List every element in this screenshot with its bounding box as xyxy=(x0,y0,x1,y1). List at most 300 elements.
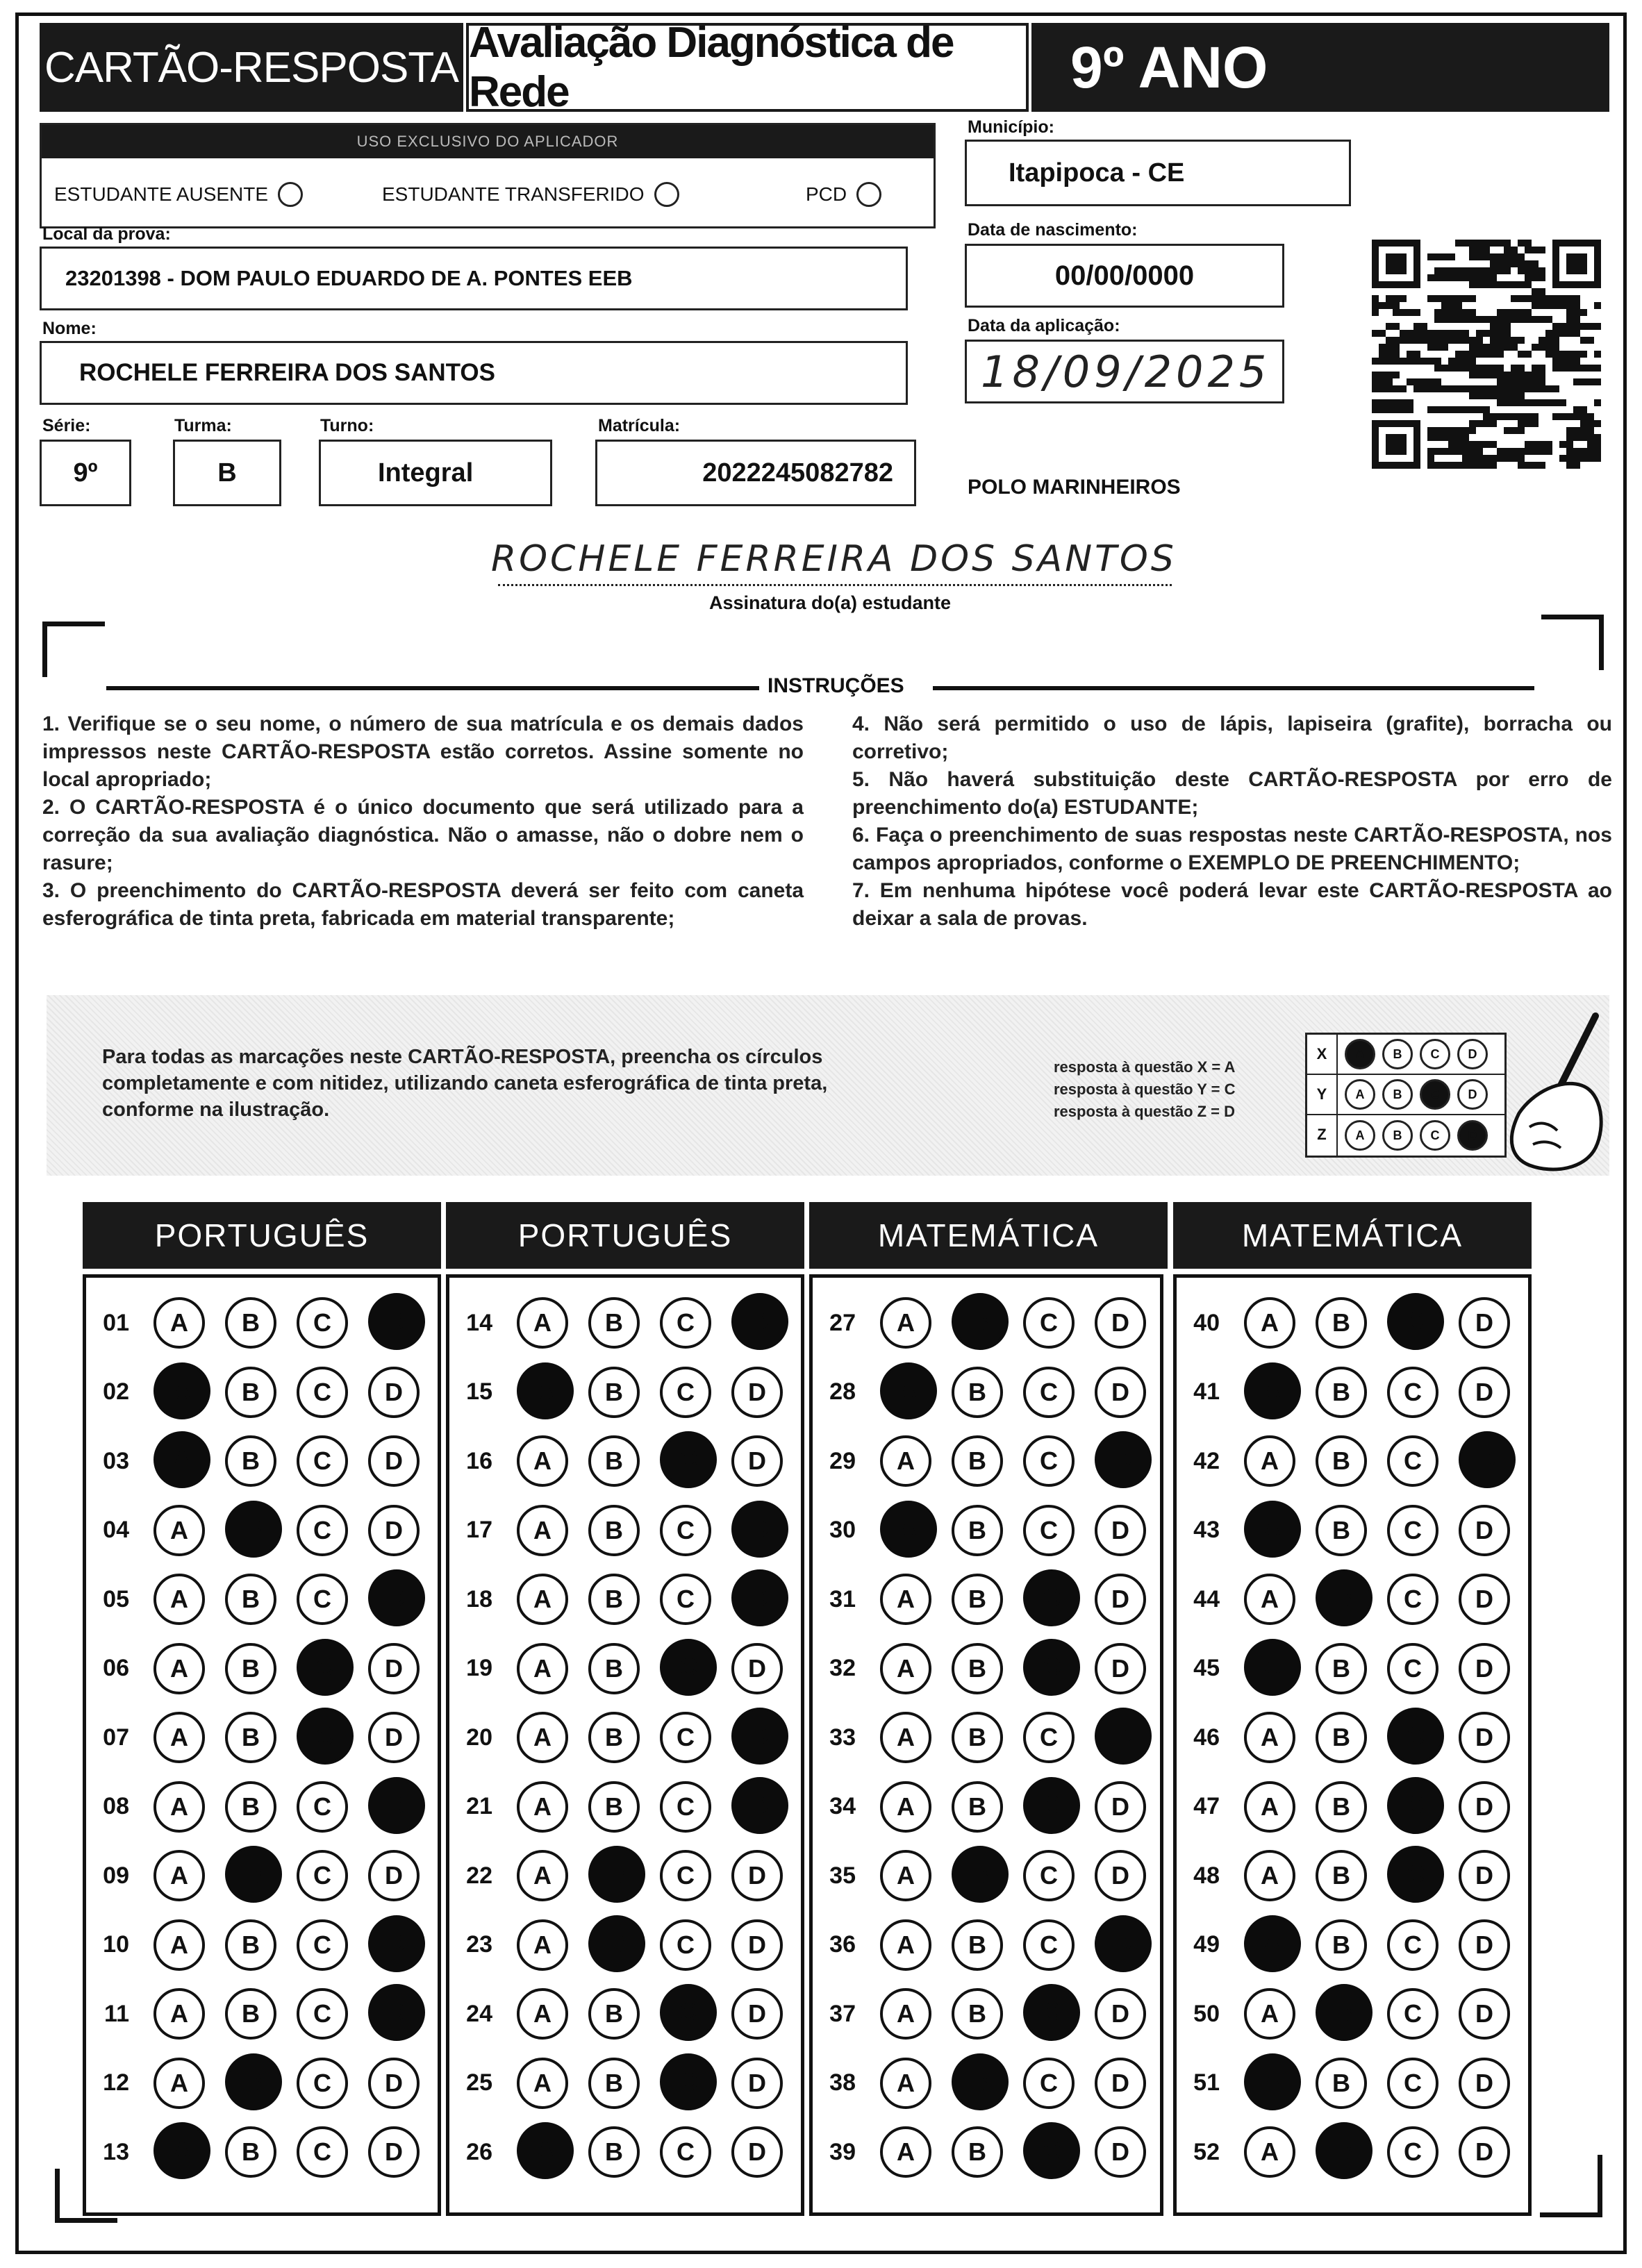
header-subtitle: Avaliação Diagnóstica de Rede xyxy=(466,23,1029,112)
answer-bubble-c[interactable]: C xyxy=(1023,1435,1075,1487)
answer-bubble-d[interactable]: D xyxy=(368,2126,420,2178)
answer-bubble-a-marked[interactable]: A xyxy=(154,1431,210,1488)
question-row xyxy=(449,1914,783,1976)
question-row xyxy=(86,1499,420,1562)
answer-bubble-d[interactable]: D xyxy=(731,1367,783,1418)
question-number: 05 xyxy=(103,1585,129,1612)
question-row xyxy=(449,2052,783,2115)
answer-bubble-d[interactable]: D xyxy=(1095,1643,1146,1694)
answer-bubble-a[interactable]: A xyxy=(517,1781,568,1833)
question-number: 20 xyxy=(466,1724,492,1751)
answer-bubble-d[interactable]: D xyxy=(731,1988,783,2040)
answer-bubble-c[interactable]: C xyxy=(1387,1574,1438,1625)
answer-bubble-a[interactable]: A xyxy=(154,1781,205,1833)
answer-bubble-b[interactable]: B xyxy=(952,1988,1003,2040)
answer-bubble-a[interactable]: A xyxy=(1244,1297,1295,1349)
answer-bubble-d-marked[interactable]: D xyxy=(1095,1431,1152,1488)
answer-bubble-b-marked[interactable]: B xyxy=(588,1846,645,1903)
answer-bubble-c[interactable]: C xyxy=(297,1781,348,1833)
question-row xyxy=(1177,1361,1510,1424)
answer-bubble-a[interactable]: A xyxy=(880,2058,931,2109)
answer-bubble-d[interactable]: D xyxy=(1459,1712,1510,1763)
answer-bubble-a[interactable]: A xyxy=(1244,1712,1295,1763)
answer-bubble-b-marked[interactable]: B xyxy=(225,1846,282,1903)
question-row xyxy=(813,1844,1146,1907)
answer-bubble-d[interactable]: D xyxy=(368,1505,420,1556)
answer-bubble-b[interactable]: B xyxy=(225,1435,276,1487)
nome-label: Nome: xyxy=(42,319,97,338)
fill-example-bubble: C xyxy=(1420,1039,1450,1069)
answer-bubble-d[interactable]: D xyxy=(731,1850,783,1901)
answer-bubble-a[interactable]: A xyxy=(517,1643,568,1694)
answer-bubble-a[interactable]: A xyxy=(880,1643,931,1694)
ausente-option[interactable] xyxy=(54,182,303,207)
answer-bubble-c[interactable]: C xyxy=(1023,1919,1075,1971)
answer-bubble-c[interactable]: C xyxy=(1387,1919,1438,1971)
answer-bubble-a[interactable]: A xyxy=(154,1850,205,1901)
answer-bubble-a[interactable]: A xyxy=(154,1297,205,1349)
answer-bubble-b[interactable]: B xyxy=(1316,1297,1367,1349)
answer-bubble-c[interactable]: C xyxy=(1023,2058,1075,2109)
answer-bubble-a[interactable]: A xyxy=(880,1850,931,1901)
answer-bubble-a-marked[interactable]: A xyxy=(1244,1639,1301,1696)
local-label: Local da prova: xyxy=(42,224,171,244)
answer-bubble-d[interactable]: D xyxy=(1459,1919,1510,1971)
answer-bubble-b[interactable]: B xyxy=(952,1574,1003,1625)
answer-bubble-c[interactable]: C xyxy=(660,1367,711,1418)
answer-bubble-d-marked[interactable]: D xyxy=(1459,1431,1516,1488)
answer-bubble-a[interactable]: A xyxy=(517,1919,568,1971)
question-row xyxy=(86,1983,420,2045)
answer-bubble-b[interactable]: B xyxy=(1316,1643,1367,1694)
signature-label: Assinatura do(a) estudante xyxy=(709,592,952,613)
answer-bubble-d[interactable]: D xyxy=(1095,1781,1146,1833)
answer-bubble-d-marked[interactable]: D xyxy=(731,1708,788,1765)
answer-bubble-d[interactable]: D xyxy=(1459,1367,1510,1418)
answer-bubble-b-marked[interactable]: B xyxy=(588,1915,645,1972)
answer-bubble-d[interactable]: D xyxy=(1095,2126,1146,2178)
answer-bubble-c[interactable]: C xyxy=(297,1988,348,2040)
question-row xyxy=(449,1776,783,1838)
answer-bubble-a[interactable]: A xyxy=(1244,1781,1295,1833)
answer-bubble-c[interactable]: C xyxy=(297,1574,348,1625)
question-number: 15 xyxy=(466,1378,492,1405)
answer-bubble-a[interactable]: A xyxy=(517,1574,568,1625)
fill-example-grid xyxy=(1305,1033,1507,1158)
qr-code xyxy=(1372,240,1601,469)
answer-bubble-c[interactable]: C xyxy=(660,1574,711,1625)
answer-bubble-a-marked[interactable]: A xyxy=(880,1362,937,1419)
answer-bubble-d[interactable]: D xyxy=(1459,2058,1510,2109)
answer-bubble-b[interactable]: B xyxy=(588,2058,640,2109)
answer-bubble-c[interactable]: C xyxy=(297,1505,348,1556)
aplicador-box xyxy=(40,123,936,228)
answer-bubble-b[interactable]: B xyxy=(225,1988,276,2040)
ausente-bubble[interactable] xyxy=(278,182,303,207)
answer-bubble-b[interactable]: B xyxy=(225,2126,276,2178)
answer-bubble-c[interactable]: C xyxy=(1023,1505,1075,1556)
answer-bubble-a[interactable]: A xyxy=(154,1919,205,1971)
question-row xyxy=(449,1706,783,1769)
answer-bubble-a[interactable]: A xyxy=(517,1712,568,1763)
question-row xyxy=(86,2052,420,2115)
answer-bubble-a-marked[interactable]: A xyxy=(154,1362,210,1419)
answer-bubble-b-marked[interactable]: B xyxy=(952,1846,1009,1903)
answer-bubble-b-marked[interactable]: B xyxy=(1316,1984,1373,2041)
answer-bubble-a[interactable]: A xyxy=(517,1505,568,1556)
question-number: 12 xyxy=(103,2069,129,2096)
transferido-option[interactable] xyxy=(382,182,679,207)
answer-bubble-c-marked[interactable]: C xyxy=(1023,1984,1080,2041)
answer-bubble-a[interactable]: A xyxy=(880,1574,931,1625)
answer-bubble-c-marked[interactable]: C xyxy=(660,1431,717,1488)
question-row xyxy=(813,1983,1146,2045)
answer-bubble-b[interactable]: B xyxy=(225,1919,276,1971)
answer-bubble-d-marked[interactable]: D xyxy=(731,1501,788,1558)
answer-bubble-c[interactable]: C xyxy=(660,2126,711,2178)
aplicador-title: USO EXCLUSIVO DO APLICADOR xyxy=(42,125,934,158)
answer-bubble-b[interactable]: B xyxy=(225,1781,276,1833)
answer-bubble-c-marked[interactable]: C xyxy=(1387,1293,1444,1350)
question-row xyxy=(813,1292,1146,1354)
transferido-bubble[interactable] xyxy=(654,182,679,207)
answer-bubble-d-marked[interactable]: D xyxy=(731,1293,788,1350)
instruction-item: 7. Em nenhuma hipótese você poderá levar este CARTÃO-RESPOSTA ao deixar a sala de provas. xyxy=(852,879,1612,930)
answer-bubble-d[interactable]: D xyxy=(1459,2126,1510,2178)
fill-example-bubble: A xyxy=(1345,1079,1375,1110)
answer-bubble-d-marked[interactable]: D xyxy=(368,1915,425,1972)
answer-bubble-b[interactable]: B xyxy=(225,1367,276,1418)
instruction-item: 1. Verifique se o seu nome, o número de sua matrícula e os demais dados impressos neste CARTÃO-RESPOSTA estão corretos. Assine somente no local apropriado; xyxy=(42,712,804,791)
answer-bubble-d[interactable]: D xyxy=(1459,1850,1510,1901)
answer-bubble-b[interactable]: B xyxy=(588,1435,640,1487)
pcd-bubble[interactable] xyxy=(856,182,881,207)
fill-example-answers xyxy=(1054,1056,1235,1123)
answer-bubble-c[interactable]: C xyxy=(660,1850,711,1901)
answer-bubble-c-marked[interactable]: C xyxy=(660,1984,717,2041)
answer-bubble-c[interactable]: C xyxy=(660,1919,711,1971)
question-row xyxy=(1177,1776,1510,1838)
matricula-field: 2022245082782 xyxy=(595,440,916,506)
answer-bubble-a[interactable]: A xyxy=(154,1505,205,1556)
question-row xyxy=(86,1361,420,1424)
answer-bubble-c[interactable]: C xyxy=(1023,1850,1075,1901)
question-number: 27 xyxy=(829,1309,856,1336)
answer-bubble-d-marked[interactable]: D xyxy=(368,1293,425,1350)
answer-bubble-d[interactable]: D xyxy=(1459,1988,1510,2040)
answer-bubble-d[interactable]: D xyxy=(1459,1574,1510,1625)
answer-bubble-b[interactable]: B xyxy=(952,1781,1003,1833)
answer-bubble-c[interactable]: C xyxy=(1387,1643,1438,1694)
answer-bubble-d[interactable]: D xyxy=(1459,1297,1510,1349)
question-row xyxy=(449,1983,783,2045)
answer-bubble-b[interactable]: B xyxy=(588,1988,640,2040)
answer-bubble-b[interactable]: B xyxy=(588,1643,640,1694)
answer-bubble-c[interactable]: C xyxy=(660,1505,711,1556)
answer-bubble-a[interactable]: A xyxy=(1244,1574,1295,1625)
answer-bubble-b[interactable]: B xyxy=(1316,1850,1367,1901)
transferido-label: ESTUDANTE TRANSFERIDO xyxy=(382,183,645,205)
subject-header: MATEMÁTICA xyxy=(809,1202,1168,1269)
answer-column xyxy=(809,1274,1163,2216)
answer-bubble-a[interactable]: A xyxy=(880,1919,931,1971)
answer-bubble-c[interactable]: C xyxy=(1023,1367,1075,1418)
question-row xyxy=(449,1499,783,1562)
question-row xyxy=(1177,1292,1510,1354)
answer-bubble-c-marked[interactable]: C xyxy=(1023,1777,1080,1834)
question-row xyxy=(813,1430,1146,1492)
answer-bubble-b[interactable]: B xyxy=(588,1367,640,1418)
answer-bubble-c-marked[interactable]: C xyxy=(660,1639,717,1696)
fill-example-bubble: D xyxy=(1457,1079,1488,1110)
answer-bubble-b[interactable]: B xyxy=(952,1712,1003,1763)
answer-bubble-b[interactable]: B xyxy=(588,1712,640,1763)
turno-label: Turno: xyxy=(320,416,374,435)
answer-bubble-c[interactable]: C xyxy=(1023,1712,1075,1763)
answer-bubble-b[interactable]: B xyxy=(952,1505,1003,1556)
answer-bubble-c[interactable]: C xyxy=(1387,1988,1438,2040)
question-row xyxy=(813,1776,1146,1838)
answer-bubble-a[interactable]: A xyxy=(517,1850,568,1901)
answer-bubble-d-marked[interactable]: D xyxy=(368,1984,425,2041)
question-row xyxy=(813,1499,1146,1562)
answer-bubble-c[interactable]: C xyxy=(1387,2058,1438,2109)
question-row xyxy=(86,1844,420,1907)
answer-bubble-a[interactable]: A xyxy=(517,1988,568,2040)
answer-bubble-b[interactable]: B xyxy=(588,1781,640,1833)
answer-bubble-a[interactable]: A xyxy=(1244,1988,1295,2040)
answer-bubble-c[interactable]: C xyxy=(297,1919,348,1971)
question-number: 25 xyxy=(466,2069,492,2096)
answer-bubble-a[interactable]: A xyxy=(880,1435,931,1487)
answer-bubble-d[interactable]: D xyxy=(368,2058,420,2109)
question-number: 02 xyxy=(103,1378,129,1405)
answer-bubble-d[interactable]: D xyxy=(1459,1643,1510,1694)
answer-bubble-c[interactable]: C xyxy=(1387,1435,1438,1487)
answer-bubble-d[interactable]: D xyxy=(1095,1505,1146,1556)
answer-bubble-b[interactable]: B xyxy=(588,1297,640,1349)
question-row xyxy=(86,1706,420,1769)
answer-bubble-a[interactable]: A xyxy=(517,1297,568,1349)
aplicacao-label: Data da aplicação: xyxy=(968,316,1120,335)
answer-bubble-b[interactable]: B xyxy=(225,1643,276,1694)
answer-bubble-b[interactable]: B xyxy=(952,1919,1003,1971)
answer-bubble-c-marked[interactable]: C xyxy=(660,2053,717,2110)
fill-example-bubble: D xyxy=(1457,1120,1488,1151)
answer-bubble-d[interactable]: D xyxy=(1095,1988,1146,2040)
question-number: 16 xyxy=(466,1447,492,1474)
answer-bubble-d[interactable]: D xyxy=(1459,1781,1510,1833)
answer-bubble-a-marked[interactable]: A xyxy=(1244,1362,1301,1419)
answer-bubble-a[interactable]: A xyxy=(517,2058,568,2109)
answer-bubble-d[interactable]: D xyxy=(368,1712,420,1763)
answer-bubble-d-marked[interactable]: D xyxy=(731,1569,788,1626)
answer-bubble-d-marked[interactable]: D xyxy=(1095,1915,1152,1972)
fill-example-bubble: B xyxy=(1382,1120,1413,1151)
answer-bubble-d-marked[interactable]: D xyxy=(368,1777,425,1834)
question-number: 08 xyxy=(103,1793,129,1819)
answer-bubble-d[interactable]: D xyxy=(731,2126,783,2178)
answer-bubble-c[interactable]: C xyxy=(297,1850,348,1901)
answer-bubble-b-marked[interactable]: B xyxy=(952,1293,1009,1350)
answer-bubble-a-marked[interactable]: A xyxy=(1244,1915,1301,1972)
answer-bubble-a[interactable]: A xyxy=(154,1643,205,1694)
pcd-label: PCD xyxy=(806,183,847,205)
answer-bubble-d[interactable]: D xyxy=(1095,2058,1146,2109)
question-number: 06 xyxy=(103,1655,129,1681)
answer-bubble-c[interactable]: C xyxy=(660,1781,711,1833)
question-number: 31 xyxy=(829,1585,856,1612)
instructions-left xyxy=(42,710,804,933)
answer-bubble-b[interactable]: B xyxy=(1316,1435,1367,1487)
answer-bubble-b[interactable]: B xyxy=(588,2126,640,2178)
answer-bubble-c-marked[interactable]: C xyxy=(1387,1708,1444,1765)
answer-bubble-b[interactable]: B xyxy=(1316,2058,1367,2109)
answer-bubble-b-marked[interactable]: B xyxy=(1316,1569,1373,1626)
answer-bubble-c[interactable]: C xyxy=(297,2058,348,2109)
fill-example-bubble: B xyxy=(1382,1039,1413,1069)
answer-bubble-d[interactable]: D xyxy=(1095,1297,1146,1349)
answer-bubble-a[interactable]: A xyxy=(880,1712,931,1763)
answer-bubble-a[interactable]: A xyxy=(1244,1435,1295,1487)
question-number: 34 xyxy=(829,1793,856,1819)
answer-bubble-d[interactable]: D xyxy=(1095,1850,1146,1901)
answer-bubble-a[interactable]: A xyxy=(517,1435,568,1487)
municipio-field: Itapipoca - CE xyxy=(965,140,1351,206)
answer-bubble-a[interactable]: A xyxy=(880,2126,931,2178)
answer-bubble-b-marked[interactable]: B xyxy=(225,1501,282,1558)
answer-bubble-d[interactable]: D xyxy=(731,1643,783,1694)
answer-bubble-c[interactable]: C xyxy=(1387,1367,1438,1418)
answer-bubble-b[interactable]: B xyxy=(952,2126,1003,2178)
question-number: 21 xyxy=(466,1793,492,1819)
fill-example-row xyxy=(1307,1115,1504,1156)
answer-bubble-b[interactable]: B xyxy=(952,1367,1003,1418)
question-row xyxy=(449,1361,783,1424)
answer-bubble-a[interactable]: A xyxy=(154,1712,205,1763)
answer-bubble-b[interactable]: B xyxy=(1316,1505,1367,1556)
question-row xyxy=(86,1637,420,1700)
answer-bubble-c-marked[interactable]: C xyxy=(297,1639,354,1696)
answer-bubble-a-marked[interactable]: A xyxy=(517,2122,574,2179)
question-number: 41 xyxy=(1193,1378,1220,1405)
answer-bubble-c-marked[interactable]: C xyxy=(1023,2122,1080,2179)
answer-bubble-b[interactable]: B xyxy=(1316,1367,1367,1418)
answer-bubble-c[interactable]: C xyxy=(297,1435,348,1487)
answer-bubble-c[interactable]: C xyxy=(297,1367,348,1418)
answer-bubble-d[interactable]: D xyxy=(731,1435,783,1487)
answer-bubble-d[interactable]: D xyxy=(368,1850,420,1901)
matricula-label: Matrícula: xyxy=(598,416,681,435)
answer-bubble-d-marked[interactable]: D xyxy=(1095,1708,1152,1765)
answer-bubble-a[interactable]: A xyxy=(154,2058,205,2109)
answer-bubble-c-marked[interactable]: C xyxy=(1387,1846,1444,1903)
answer-bubble-c-marked[interactable]: C xyxy=(1387,1777,1444,1834)
answer-bubble-b[interactable]: B xyxy=(1316,1781,1367,1833)
question-number: 40 xyxy=(1193,1309,1220,1336)
question-number: 26 xyxy=(466,2138,492,2165)
instruction-item: 2. O CARTÃO-RESPOSTA é o único documento que será utilizado para a correção da sua avaliação diagnóstica. Não o amasse, não o dobre nem o rasure; xyxy=(42,796,804,874)
answer-bubble-d[interactable]: D xyxy=(731,2058,783,2109)
fill-example-bubble: A xyxy=(1345,1120,1375,1151)
answer-bubble-b[interactable]: B xyxy=(225,1712,276,1763)
answer-bubble-c[interactable]: C xyxy=(660,1712,711,1763)
answer-bubble-d[interactable]: D xyxy=(368,1367,420,1418)
answer-bubble-b[interactable]: B xyxy=(588,1505,640,1556)
question-number: 51 xyxy=(1193,2069,1220,2096)
turno-field: Integral xyxy=(319,440,552,506)
answer-bubble-d[interactable]: D xyxy=(1095,1367,1146,1418)
question-number: 44 xyxy=(1193,1585,1220,1612)
answer-bubble-d[interactable]: D xyxy=(1095,1574,1146,1625)
answer-bubble-a[interactable]: A xyxy=(154,1988,205,2040)
header-title: CARTÃO-RESPOSTA xyxy=(40,23,463,112)
fill-example-row xyxy=(1307,1035,1504,1075)
answer-bubble-a[interactable]: A xyxy=(880,1781,931,1833)
answer-bubble-c-marked[interactable]: C xyxy=(1023,1569,1080,1626)
answer-bubble-a-marked[interactable]: A xyxy=(880,1501,937,1558)
answer-bubble-b[interactable]: B xyxy=(1316,1712,1367,1763)
answer-bubble-a[interactable]: A xyxy=(880,1988,931,2040)
answer-bubble-c[interactable]: C xyxy=(297,2126,348,2178)
answer-bubble-b-marked[interactable]: B xyxy=(225,2053,282,2110)
question-number: 04 xyxy=(103,1517,129,1543)
question-number: 10 xyxy=(103,1931,129,1958)
answer-bubble-c[interactable]: C xyxy=(1387,1505,1438,1556)
question-number: 24 xyxy=(466,2000,492,2027)
corner-mark-top-left xyxy=(42,622,105,677)
answer-bubble-d[interactable]: D xyxy=(368,1643,420,1694)
answer-bubble-d-marked[interactable]: D xyxy=(731,1777,788,1834)
answer-bubble-d[interactable]: D xyxy=(731,1919,783,1971)
answer-bubble-a-marked[interactable]: A xyxy=(1244,2053,1301,2110)
answer-bubble-d-marked[interactable]: D xyxy=(368,1569,425,1626)
answer-bubble-c[interactable]: C xyxy=(1387,2126,1438,2178)
question-row xyxy=(86,1430,420,1492)
question-number: 22 xyxy=(466,1862,492,1889)
answer-bubble-c-marked[interactable]: C xyxy=(1023,1639,1080,1696)
answer-bubble-a[interactable]: A xyxy=(1244,2126,1295,2178)
nome-field: ROCHELE FERREIRA DOS SANTOS xyxy=(40,341,908,405)
pcd-option[interactable] xyxy=(806,182,881,207)
answer-bubble-d[interactable]: D xyxy=(1459,1505,1510,1556)
answer-bubble-b-marked[interactable]: B xyxy=(952,2053,1009,2110)
answer-bubble-a-marked[interactable]: A xyxy=(1244,1501,1301,1558)
answer-bubble-b[interactable]: B xyxy=(225,1297,276,1349)
answer-bubble-c-marked[interactable]: C xyxy=(297,1708,354,1765)
answer-bubble-a[interactable]: A xyxy=(880,1297,931,1349)
question-number: 07 xyxy=(103,1724,129,1751)
answer-bubble-c[interactable]: C xyxy=(660,1297,711,1349)
answer-bubble-b-marked[interactable]: B xyxy=(1316,2122,1373,2179)
answer-bubble-c[interactable]: C xyxy=(1023,1297,1075,1349)
question-number: 36 xyxy=(829,1931,856,1958)
question-row xyxy=(449,1637,783,1700)
answer-bubble-a-marked[interactable]: A xyxy=(154,2122,210,2179)
answer-bubble-a-marked[interactable]: A xyxy=(517,1362,574,1419)
answer-bubble-d[interactable]: D xyxy=(368,1435,420,1487)
fill-example-bubble: B xyxy=(1382,1079,1413,1110)
answer-bubble-b[interactable]: B xyxy=(952,1435,1003,1487)
answer-bubble-a[interactable]: A xyxy=(1244,1850,1295,1901)
answer-bubble-b[interactable]: B xyxy=(225,1574,276,1625)
answer-bubble-a[interactable]: A xyxy=(154,1574,205,1625)
answer-bubble-b[interactable]: B xyxy=(952,1643,1003,1694)
answer-bubble-b[interactable]: B xyxy=(1316,1919,1367,1971)
fill-example-bubble: C xyxy=(1420,1120,1450,1151)
answer-bubble-c[interactable]: C xyxy=(297,1297,348,1349)
answer-bubble-b[interactable]: B xyxy=(588,1574,640,1625)
